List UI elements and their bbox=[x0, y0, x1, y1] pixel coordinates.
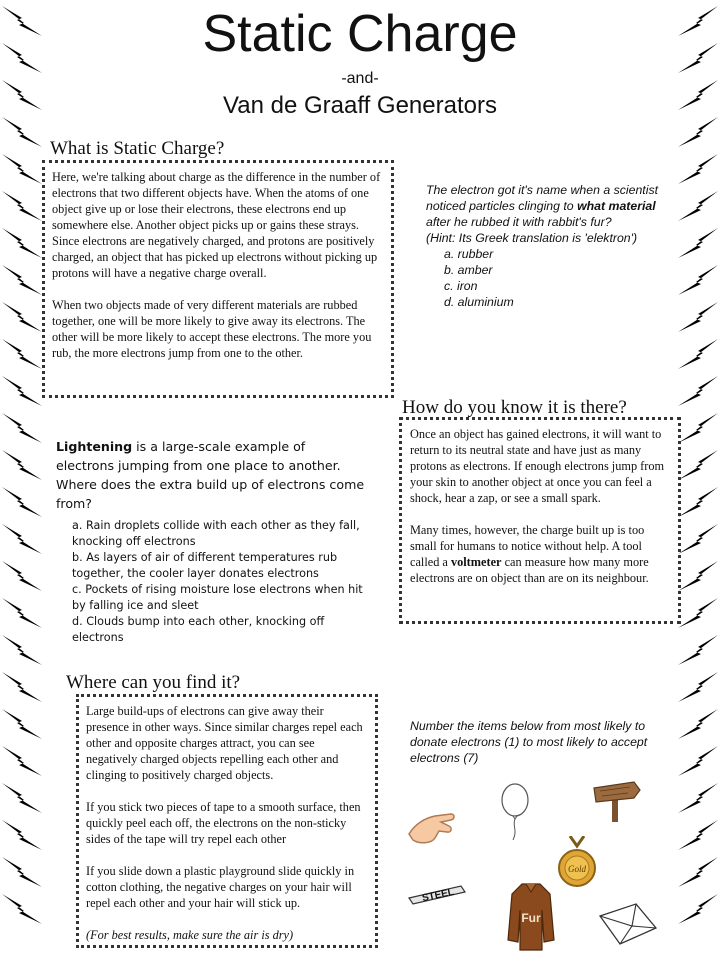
lightning-bolt bbox=[678, 672, 718, 702]
electron-question-text bbox=[426, 182, 680, 230]
hand-icon bbox=[405, 804, 457, 846]
what-is-paragraph-2: When two objects made of very different materials are rubbed together, one will be more likely to give away its electrons. The other will be more likely to accept these electrons. The more you rub, the more electrons jump from one to the other. bbox=[52, 298, 372, 360]
lightning-bolt bbox=[2, 450, 42, 480]
lightning-bolt bbox=[678, 376, 718, 406]
lightning-bolt bbox=[678, 487, 718, 517]
lightning-bolt bbox=[2, 672, 42, 702]
lightning-bolt bbox=[2, 191, 42, 221]
lightening-question-text bbox=[56, 437, 366, 513]
wood-sign-icon bbox=[590, 778, 642, 822]
lightning-bolt bbox=[678, 709, 718, 739]
lightning-bolt bbox=[678, 857, 718, 887]
lightning-bolt bbox=[2, 228, 42, 258]
lightening-term: Lightening bbox=[56, 439, 133, 454]
lightening-option-d: d. Clouds bump into each other, knocking off electrons bbox=[72, 615, 325, 644]
fur-coat-icon bbox=[506, 880, 556, 952]
lightning-bolt bbox=[678, 820, 718, 850]
how-know-paragraph-2 bbox=[410, 522, 670, 586]
question-text-end: after he rubbed it with rabbit's fur? bbox=[426, 215, 612, 229]
lightning-bolt bbox=[678, 339, 718, 369]
lightning-bolt bbox=[678, 598, 718, 628]
lightening-option-c: c. Pockets of rising moisture lose electrons when hit by falling ice and sleet bbox=[72, 583, 363, 612]
lightning-bolt bbox=[678, 524, 718, 554]
gold-label: Gold bbox=[568, 864, 586, 874]
lightening-option-a: a. Rain droplets collide with each other as they fall, knocking off electrons bbox=[72, 519, 360, 548]
what-is-box bbox=[42, 160, 394, 398]
lightening-text: is a large-scale example of electrons jumping from one place to another. Where does the extra build up of electrons come from? bbox=[56, 439, 365, 511]
lightning-bolt bbox=[2, 635, 42, 665]
lightning-bolt bbox=[678, 117, 718, 147]
lightning-bolt bbox=[2, 820, 42, 850]
electron-question-hint: (Hint: Its Greek translation is 'elektron') bbox=[426, 231, 638, 245]
how-know-text-end: can measure how many more electrons are on object than are on its neighbour. bbox=[410, 555, 649, 585]
question-text-start: The electron got it's name when a scientist noticed particles clinging to bbox=[426, 183, 659, 213]
lightning-bolt bbox=[2, 524, 42, 554]
lightning-bolt bbox=[2, 339, 42, 369]
where-find-paragraph-3: If you slide down a plastic playground slide quickly in cotton clothing, the negative charges on your hair will repel each other and your hair will stick up. bbox=[86, 864, 355, 910]
lightening-question bbox=[56, 437, 366, 646]
electron-option-a: a. rubber bbox=[444, 247, 494, 261]
lightning-bolt bbox=[2, 746, 42, 776]
how-know-box bbox=[399, 417, 681, 624]
lightning-bolt bbox=[678, 191, 718, 221]
left-lightning-border bbox=[0, 0, 46, 960]
lightning-bolt bbox=[678, 561, 718, 591]
fur-label: Fur bbox=[521, 911, 541, 925]
paper-envelope-icon bbox=[596, 902, 660, 948]
voltmeter-term: voltmeter bbox=[450, 555, 502, 569]
where-find-box bbox=[76, 694, 378, 948]
lightning-bolt bbox=[678, 228, 718, 258]
number-items-instructions: Number the items below from most likely to donate electrons (1) to most likely to accept electrons (7) bbox=[410, 719, 648, 765]
where-find-paragraph-2: If you stick two pieces of tape to a smooth surface, then quickly peel each off, the electrons on the non-sticky sides of the tape will try repel each other bbox=[86, 800, 361, 846]
lightning-bolt bbox=[678, 450, 718, 480]
lightning-bolt bbox=[678, 154, 718, 184]
lightning-bolt bbox=[2, 376, 42, 406]
lightning-bolt bbox=[2, 265, 42, 295]
where-find-heading: Where can you find it? bbox=[66, 672, 241, 693]
steel-label: STEEL bbox=[421, 886, 456, 905]
lightning-bolt bbox=[678, 265, 718, 295]
where-find-paragraph-1: Large build-ups of electrons can give away their presence in other ways. Since similar charges repel each other and opposite charges attract, you can see negatively charged objects repelling each other and clinging to positively charged objects. bbox=[86, 704, 363, 782]
lightning-bolt bbox=[2, 894, 42, 924]
lightening-option-b: b. As layers of air of different temperatures rub together, the cooler layer donates electrons bbox=[72, 551, 338, 580]
lightning-bolt bbox=[2, 154, 42, 184]
lightning-bolt bbox=[678, 635, 718, 665]
question-bold-text: what material bbox=[577, 199, 656, 213]
lightning-bolt bbox=[2, 117, 42, 147]
electron-question bbox=[426, 182, 680, 310]
how-know-text-start: Many times, however, the charge built up is too small for humans to notice without help. A tool called a bbox=[410, 523, 645, 569]
gold-medal-icon bbox=[556, 836, 598, 890]
how-know-heading: How do you know it is there? bbox=[402, 397, 627, 418]
lightening-options bbox=[56, 518, 366, 646]
electron-option-c: c. iron bbox=[444, 279, 478, 293]
page-title: Static Charge bbox=[202, 5, 518, 63]
lightning-bolt bbox=[2, 413, 42, 443]
title-connector: -and- bbox=[341, 70, 379, 87]
where-find-note: (For best results, make sure the air is dry) bbox=[86, 928, 294, 942]
balloon-icon bbox=[498, 782, 532, 842]
lightning-bolt bbox=[2, 709, 42, 739]
lightning-bolt bbox=[678, 302, 718, 332]
lightning-bolt bbox=[2, 857, 42, 887]
lightning-bolt bbox=[678, 413, 718, 443]
lightning-bolt bbox=[678, 783, 718, 813]
lightning-bolt bbox=[678, 746, 718, 776]
steel-bar-icon bbox=[407, 882, 467, 906]
lightning-bolt bbox=[2, 487, 42, 517]
lightning-bolt bbox=[2, 302, 42, 332]
what-is-heading: What is Static Charge? bbox=[50, 138, 225, 159]
electron-option-d: d. aluminium bbox=[444, 295, 514, 309]
lightning-bolt bbox=[2, 561, 42, 591]
electron-option-b: b. amber bbox=[444, 263, 493, 277]
how-know-paragraph-1: Once an object has gained electrons, it will want to return to its neutral state and have just as many protons as electrons. If enough electrons jump from your skin to another object at once you can feel a shock, hear a zap, or see a small spark. bbox=[410, 427, 665, 505]
lightning-bolt bbox=[2, 598, 42, 628]
lightning-bolt bbox=[2, 783, 42, 813]
what-is-paragraph-1: Here, we're talking about charge as the difference in the number of electrons that two different objects have. When the atoms of one object give up or lose their electrons, these electrons end up somewhere else. Another object picks up or gains these strays. Since electrons are negatively charged, and protons are positively charged, an object that has picked up electrons without picking up protons will have a negative charge overall. bbox=[52, 170, 381, 280]
lightning-bolt bbox=[678, 894, 718, 924]
page-subtitle: Van de Graaff Generators bbox=[223, 92, 497, 119]
